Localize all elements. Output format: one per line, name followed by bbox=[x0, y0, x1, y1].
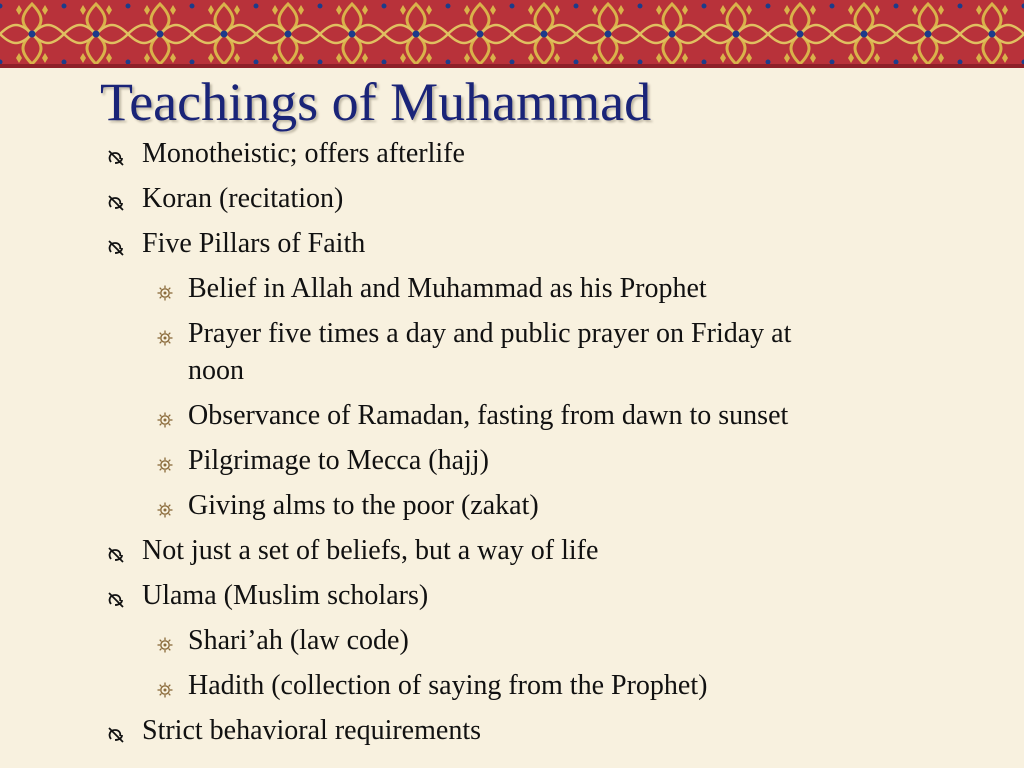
bullet-item bbox=[142, 226, 365, 262]
bullet-item bbox=[142, 713, 481, 749]
slashed-loop-bullet-icon bbox=[106, 545, 126, 565]
sun-bullet-icon bbox=[157, 285, 173, 301]
bullet-text: Belief in Allah and Muhammad as his Prophet bbox=[188, 273, 707, 304]
slashed-loop-bullet-icon bbox=[106, 238, 126, 258]
bullet-text: Strict behavioral requirements bbox=[142, 715, 481, 746]
bullet-text: Ulama (Muslim scholars) bbox=[142, 580, 429, 611]
bullet-item bbox=[188, 443, 489, 479]
sun-bullet-icon bbox=[157, 457, 173, 473]
bullet-item bbox=[142, 136, 465, 172]
bullet-item bbox=[188, 623, 409, 659]
bullet-text: Prayer five times a day and public prayer on Friday at bbox=[188, 318, 792, 349]
bullet-item bbox=[142, 181, 343, 217]
bullet-text: Monotheistic; offers afterlife bbox=[142, 138, 465, 169]
slide-title: Teachings of Muhammad bbox=[100, 72, 652, 132]
bullet-item bbox=[142, 578, 428, 614]
bullet-text: Observance of Ramadan, fasting from dawn to sunset bbox=[188, 400, 789, 431]
bullet-item bbox=[188, 668, 707, 704]
sun-bullet-icon bbox=[157, 502, 173, 518]
bullet-text: Shari’ah (law code) bbox=[188, 625, 409, 656]
bullet-text: Giving alms to the poor (zakat) bbox=[188, 490, 539, 521]
bullet-text: Koran (recitation) bbox=[142, 183, 344, 214]
sun-bullet-icon bbox=[157, 330, 173, 346]
sun-bullet-icon bbox=[157, 637, 173, 653]
bullet-item-continuation bbox=[188, 353, 244, 389]
sun-bullet-icon bbox=[157, 412, 173, 428]
bullet-item bbox=[188, 271, 707, 307]
bullet-item bbox=[142, 533, 598, 569]
bullet-item bbox=[188, 398, 788, 434]
sun-bullet-icon bbox=[157, 682, 173, 698]
bullet-text: noon bbox=[188, 355, 244, 386]
bullet-item bbox=[188, 316, 791, 352]
bullet-item bbox=[188, 488, 539, 524]
bullet-text: Pilgrimage to Mecca (hajj) bbox=[188, 445, 489, 476]
slashed-loop-bullet-icon bbox=[106, 148, 126, 168]
slashed-loop-bullet-icon bbox=[106, 590, 126, 610]
bullet-text: Not just a set of beliefs, but a way of life bbox=[142, 535, 599, 566]
bullet-text: Five Pillars of Faith bbox=[142, 228, 366, 259]
slashed-loop-bullet-icon bbox=[106, 193, 126, 213]
slashed-loop-bullet-icon bbox=[106, 725, 126, 745]
bullet-text: Hadith (collection of saying from the Prophet) bbox=[188, 670, 708, 701]
